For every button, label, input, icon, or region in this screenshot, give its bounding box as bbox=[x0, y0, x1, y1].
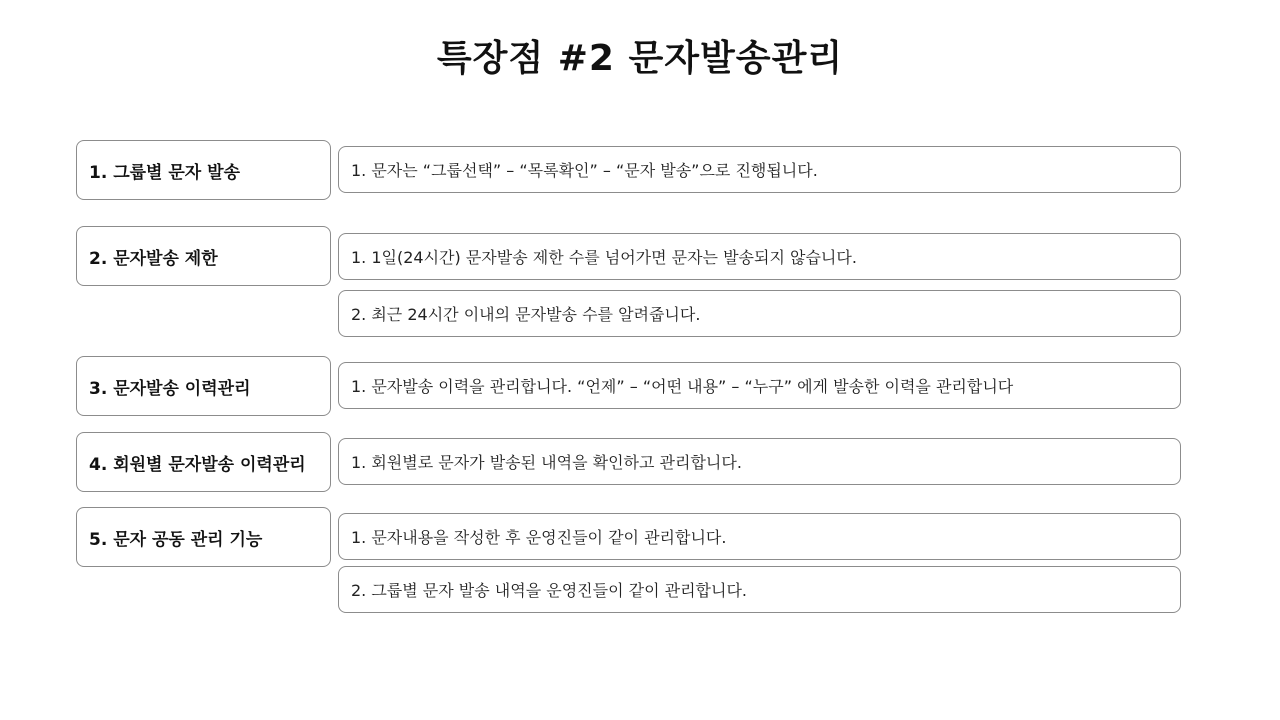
section-label-send-history: 3. 문자발송 이력관리 bbox=[76, 356, 331, 416]
page-title: 특장점 #2 문자발송관리 bbox=[436, 38, 844, 79]
section-item-group-send-1: 1. 문자는 “그룹선택” – “목록확인” – “문자 발송”으로 진행됩니다. bbox=[338, 146, 1181, 193]
section-label-send-limit: 2. 문자발송 제한 bbox=[76, 226, 331, 286]
section-label-member-history: 4. 회원별 문자발송 이력관리 bbox=[76, 432, 331, 492]
section-item-shared-management-2: 2. 그룹별 문자 발송 내역을 운영진들이 같이 관리합니다. bbox=[338, 566, 1181, 613]
section-item-send-history-1: 1. 문자발송 이력을 관리합니다. “언제” – “어떤 내용” – “누구” 에게 발송한 이력을 관리합니다 bbox=[338, 362, 1181, 409]
section-item-shared-management-1: 1. 문자내용을 작성한 후 운영진들이 같이 관리합니다. bbox=[338, 513, 1181, 560]
section-item-member-history-1: 1. 회원별로 문자가 발송된 내역을 확인하고 관리합니다. bbox=[338, 438, 1181, 485]
section-item-send-limit-2: 2. 최근 24시간 이내의 문자발송 수를 알려줍니다. bbox=[338, 290, 1181, 337]
section-label-group-send: 1. 그룹별 문자 발송 bbox=[76, 140, 331, 200]
section-label-shared-management: 5. 문자 공동 관리 기능 bbox=[76, 507, 331, 567]
section-item-send-limit-1: 1. 1일(24시간) 문자발송 제한 수를 넘어가면 문자는 발송되지 않습니다. bbox=[338, 233, 1181, 280]
